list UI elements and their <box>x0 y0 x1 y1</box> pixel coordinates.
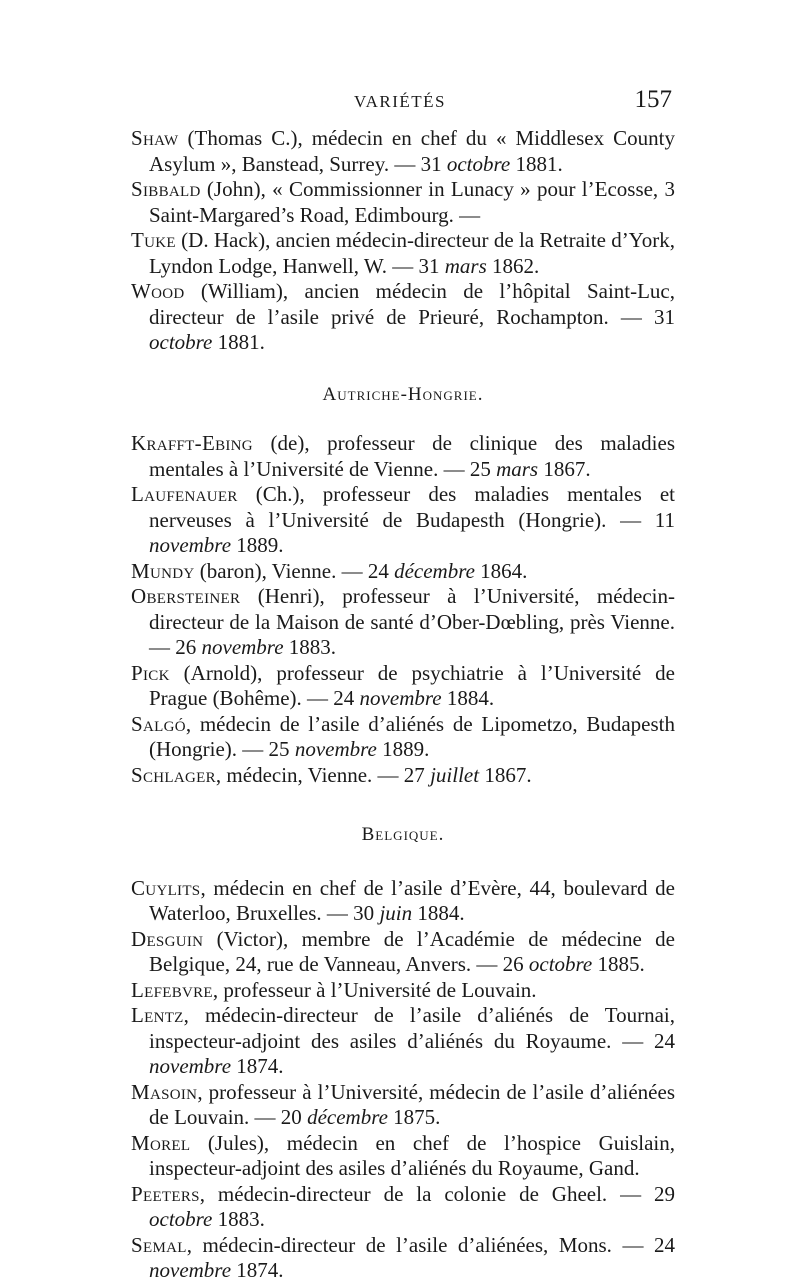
entry-date: octobre <box>149 330 213 354</box>
directory-entry <box>131 279 675 356</box>
entry-text: , professeur à l’Université de Louvain. <box>212 977 537 1002</box>
entry-text: (Arnold), professeur de psychiatrie à l’Université de Prague (Bohême). — 24 <box>149 660 675 710</box>
entry-text: (Henri), professeur à l’Université, médecin-directeur de la Maison de santé d’Ober-Dœbling, près Vienne. — 26 <box>149 584 675 659</box>
entry-date: juillet <box>430 762 480 787</box>
entry-text: (Thomas C.), médecin en chef du « Middlesex County Asylum », Banstead, Surrey. — 31 <box>149 126 675 176</box>
entry-year: 1874. <box>231 1054 284 1078</box>
directory-entry <box>131 1131 675 1182</box>
entry-name: Salgó <box>131 711 186 736</box>
entry-year: 1889. <box>231 533 284 557</box>
entry-name: Pick <box>131 660 170 685</box>
running-title: VARIÉTÉS <box>354 92 446 111</box>
entry-date: décembre <box>394 558 475 583</box>
directory-entry <box>131 1182 675 1233</box>
body-text <box>131 126 675 1284</box>
entry-name: Semal <box>131 1232 187 1257</box>
section-title: Autriche-Hongrie. <box>322 383 484 405</box>
entry-year: 1881. <box>212 330 265 354</box>
entry-text: (William), ancien médecin de l’hôpital Saint-Luc, directeur de l’asile privé de Prieuré, Rochampton. — 31 <box>149 279 675 329</box>
entry-year: 1889. <box>376 737 430 761</box>
directory-entry <box>131 927 675 978</box>
entry-text: , médecin en chef de l’asile d’Evère, 44, boulevard de Waterloo, Bruxelles. — 30 <box>149 875 675 925</box>
entry-name: Lefebvre <box>131 977 213 1002</box>
entry-text: (John), « Commissionner in Lunacy » pour l’Ecosse, 3 Saint-Margared’s Road, Edimbourg. — <box>149 177 675 227</box>
entry-name: Desguin <box>131 926 204 951</box>
entry-date: novembre <box>201 635 284 659</box>
entry-text: (Jules), médecin en chef de l’hospice Guislain, inspecteur-adjoint des asiles d’aliénés du Royaume, Gand. <box>149 1130 675 1180</box>
entry-date: mars <box>496 456 539 481</box>
directory-entry <box>131 1080 675 1131</box>
entry-year: 1875. <box>387 1105 441 1129</box>
entry-name: Masoin <box>131 1079 198 1104</box>
entry-name: Tuke <box>131 228 176 252</box>
entry-year: 1881. <box>510 151 563 176</box>
entry-name: Mundy <box>131 558 195 583</box>
directory-entry <box>131 126 675 177</box>
directory-entry <box>131 661 675 712</box>
directory-entry <box>131 431 675 482</box>
entry-date: novembre <box>294 737 377 761</box>
entry-name: Peeters <box>131 1181 200 1206</box>
entry-text: , médecin, Vienne. — 27 <box>215 762 431 787</box>
entry-year: 1864. <box>474 558 528 583</box>
entry-text: (D. Hack), ancien médecin-directeur de la Retraite d’York, Lyndon Lodge, Hanwell, W. — 31 <box>149 228 675 278</box>
entry-date: novembre <box>359 686 442 710</box>
entry-name: Wood <box>131 279 185 303</box>
entry-text: , médecin de l’asile d’aliénés de Lipometzo, Budapesth (Hongrie). — 25 <box>149 711 675 761</box>
entry-text: , médecin-directeur de l’asile d’aliénées, Mons. — 24 <box>186 1232 675 1257</box>
running-head <box>0 86 800 122</box>
entry-year: 1884. <box>441 686 495 710</box>
entry-name: Laufenauer <box>131 482 238 506</box>
entry-date: mars <box>444 253 487 278</box>
directory-entry <box>131 1003 675 1080</box>
directory-entry <box>131 1233 675 1284</box>
entry-name: Obersteiner <box>131 584 241 608</box>
directory-entry <box>131 482 675 559</box>
entry-date: octobre <box>528 952 593 976</box>
entry-name: Schlager <box>131 762 216 787</box>
entry-year: 1862. <box>486 253 540 278</box>
entry-year: 1883. <box>283 635 337 659</box>
entry-date: novembre <box>149 1258 232 1282</box>
directory-entry <box>131 228 675 279</box>
entry-year: 1867. <box>538 456 591 481</box>
page-number: 157 <box>634 86 672 113</box>
entry-name: Cuylits <box>131 875 201 900</box>
entry-year: 1885. <box>592 952 645 976</box>
entry-date: novembre <box>149 1054 232 1078</box>
entry-year: 1867. <box>479 762 532 787</box>
entry-year: 1874. <box>231 1258 284 1282</box>
entry-name: Krafft-Ebing <box>131 431 253 455</box>
entry-year: 1883. <box>212 1207 265 1231</box>
entry-name: Morel <box>131 1130 191 1155</box>
entry-name: Lentz <box>131 1003 184 1027</box>
entry-date: novembre <box>149 533 232 557</box>
entry-text: (baron), Vienne. — 24 <box>194 558 395 583</box>
section-title: Belgique. <box>361 824 445 845</box>
entry-date: décembre <box>307 1105 388 1129</box>
directory-entry <box>131 584 675 661</box>
entry-text: (de), professeur de clinique des maladies mentales à l’Université de Vienne. — 25 <box>149 431 675 481</box>
directory-entry <box>131 177 675 228</box>
entry-name: Shaw <box>131 126 179 150</box>
directory-entry <box>131 559 675 585</box>
entry-date: octobre <box>149 1207 213 1231</box>
entry-date: juin <box>379 901 413 925</box>
entry-text: , médecin-directeur de l’asile d’aliénés de Tournai, inspecteur-adjoint des asiles d’aliénés du Royaume. — 24 <box>149 1003 675 1053</box>
entry-text: (Victor), membre de l’Académie de médecine de Belgique, 24, rue de Vanneau, Anvers. — 26 <box>149 926 675 976</box>
directory-entry <box>131 763 675 789</box>
entry-text: (Ch.), professeur des maladies mentales et nerveuses à l’Université de Budapesth (Hongrie). — 11 <box>149 482 675 532</box>
entry-year: 1884. <box>412 901 465 925</box>
entry-date: octobre <box>446 151 511 176</box>
directory-entry <box>131 978 675 1004</box>
entry-name: Sibbald <box>131 177 201 201</box>
directory-entry <box>131 712 675 763</box>
entry-text: , professeur à l’Université, médecin de l’asile d’aliénées de Louvain. — 20 <box>149 1079 675 1129</box>
entry-text: , médecin-directeur de la colonie de Gheel. — 29 <box>199 1181 675 1206</box>
directory-entry <box>131 876 675 927</box>
